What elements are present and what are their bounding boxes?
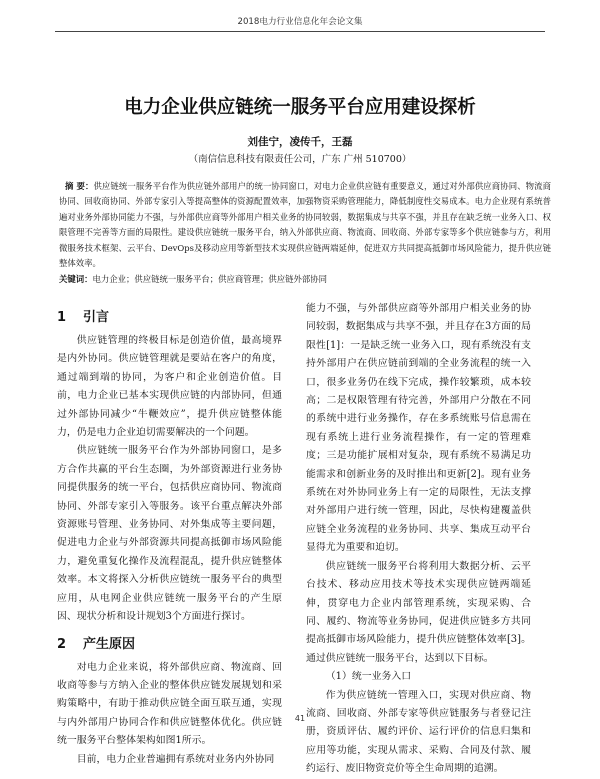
section-title: 引言 <box>83 310 110 325</box>
section-number: 2 <box>57 636 67 652</box>
paragraph: 能力不强，与外部供应商等外部用户相关业务的协同较弱，数据集成与共享不强，并且存在3方面的局限性[1]：一是缺乏统一业务入口，现有系统没有支持外部用户在供应链前到端的全业务流程的统一入口，很多业务仍在线下完成，操作较繁琐，成本较高；二是权限管理有待完善，外部用户分散在不同的系统中进行业务操作，存在多系统账号信息需在现有系统上进行业务流程操作，有一定的管理难度；三是功能扩展相对复杂，现有系统不易满足功能需求和创新业务的及时推出和更新[2]。现有业务系统在对外协同业务上有一定的局限性，无法支撑对外部用户进行统一管理，因此，尽快构建覆盖供应链全业务流程的业务协同、共享、集成互动平台显得尤为重要和迫切。 <box>306 303 531 554</box>
keyword: 供应链外部协同 <box>268 274 327 284</box>
keywords-label: 关键词： <box>59 274 93 284</box>
right-column <box>306 300 531 779</box>
section-title: 产生原因 <box>83 636 136 652</box>
paragraph: 对电力企业来说，将外部供应商、物流商、回收商等参与方纳入企业的整体供应链发展规划和采购策略中，有助于推动供应链全面互联互通，实现与内外部用户协同合作和供应链整体优化。供应链统一服务平台整体架构如图1所示。 <box>57 661 282 747</box>
running-head: 2018电力行业信息化年会论文集 <box>237 17 363 27</box>
keyword: 供应链统一服务平台 <box>134 274 210 284</box>
paragraph: 目前，电力企业普遍拥有系统对业务内外协同 <box>76 753 275 765</box>
paragraph: 作为供应链统一管理入口，实现对供应商、物流商、回收商、外部专家等供应链服务与者登记注册，资质评估、履约评价、运行评价的信息归集和应用等功能，实现从需求、采购、合同及付款、履约运行、废旧物资竞价等全生命周期的追溯。 <box>306 689 531 775</box>
section-number: 1 <box>57 310 67 325</box>
section-heading-introduction <box>57 309 282 327</box>
keyword: 供应商管理 <box>218 274 260 284</box>
keyword: 电力企业 <box>92 274 126 284</box>
abstract <box>59 179 551 271</box>
left-column <box>57 300 282 769</box>
authors: 刘佳宁，凌传千，王磊 <box>247 136 353 148</box>
paragraph: 供应链统一服务平台将利用大数据分析、云平台技术、移动应用技术等技术实现供应链两端延伸，贯穿电力企业内部管理系统，实现采购、合同、履约、物流等业务协同，促进供应链多方共同提高抵御市场风险能力，提升供应链整体效率[3]。通过供应链统一服务平台，达到以下目标。 <box>306 560 531 664</box>
abstract-label: 摘 要： <box>65 181 94 191</box>
header-rule <box>55 31 545 32</box>
keywords: 关键词：电力企业；供应链统一服务平台；供应商管理；供应链外部协同 <box>59 274 327 284</box>
affiliation: （南信信息科技有限责任公司，广东 广州 510700） <box>188 154 412 165</box>
abstract-text: 供应链统一服务平台作为供应链外部用户的统一协同窗口，对电力企业供应链有重要意义，通过对外部供应商协同、物流商协同、回收商协同、外部专家引入等提高整体的资源配置效率，加强物资采购管理能力，降低制度性交易成本。电力企业现有系统普遍对业务外部协同能力不强，与外部供应商等外部用户相关业务的协同较弱，数据集成与共享不强，并且存在缺乏统一业务入口、权限管理不完善等方面的局限性。建设供应链统一服务平台，纳入外部供应商、物流商、回收商、外部专家等多个供应链参与方，利用微服务技术框架、云平台、DevOps及移动应用等新型技术实现供应链两端延伸，促进双方共同提高抵御市场风险能力，提升供应链整体效率。 <box>59 181 552 269</box>
page-number: 41 <box>294 714 306 723</box>
paper-title: 电力企业供应链统一服务平台应用建设探析 <box>124 97 476 118</box>
subsection-heading: （1）统一业务入口 <box>325 671 412 683</box>
section-heading-causes <box>57 636 282 654</box>
paragraph: 供应链管理的终极目标是创造价值，最高境界是内外协同。供应链管理就是要站在客户的角度，通过端到端的协同，为客户和企业创造价值。目前，电力企业已基本实现供应链的内部协同，但通过外部协同减少“牛鞭效应”，提升供应链整体能力，仍是电力企业迫切需要解决的一个问题。 <box>57 335 282 439</box>
paragraph: 供应链统一服务平台作为外部协同窗口，是多方合作共赢的平台生态圈，为外部资源进行业务协同提供服务的统一平台，包括供应商协同、物流商协同、外部专家引入等服务。该平台重点解决外部资源账号管理、业务协同、对外集成等主要问题，促进电力企业与外部资源共同提高抵御市场风险能力，避免重复化操作及流程混乱，提升供应链整体效率。本文将探入分析供应链统一服务平台的典型应用，从电网企业供应链统一服务平台的产生原因、现状分析和设计规划3个方面进行探讨。 <box>57 445 282 623</box>
